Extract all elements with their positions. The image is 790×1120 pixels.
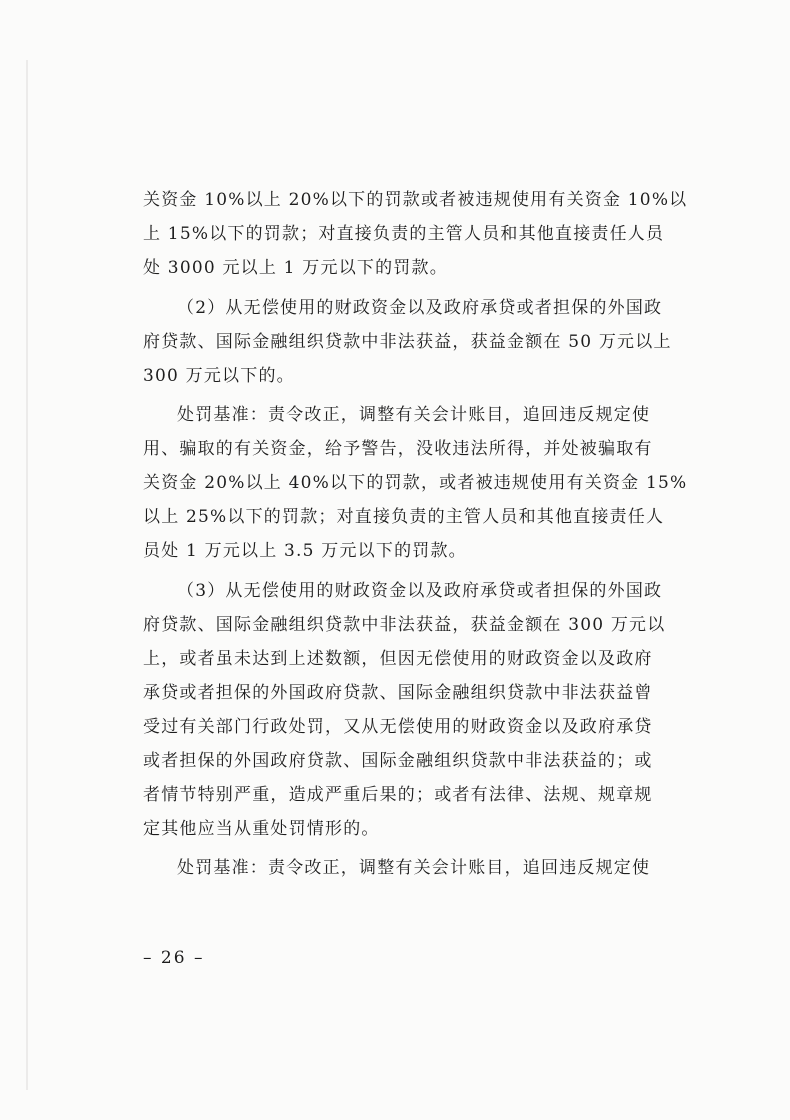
paragraph-1 bbox=[143, 183, 698, 285]
text-line: 用、骗取的有关资金，给予警告，没收违法所得，并处被骗取有 bbox=[143, 439, 653, 459]
text-line: 员处 1 万元以上 3.5 万元以下的罚款。 bbox=[143, 541, 467, 561]
text-line: 关资金 20%以上 40%以下的罚款，或者被违规使用有关资金 15% bbox=[143, 473, 688, 493]
text-line: 定其他应当从重处罚情形的。 bbox=[143, 818, 380, 839]
text-line: 受过有关部门行政处罚，又从无偿使用的财政资金以及政府承贷 bbox=[143, 716, 653, 737]
page-number: – 26 – bbox=[143, 948, 205, 968]
text-line: 处 3000 元以上 1 万元以下的罚款。 bbox=[143, 258, 448, 278]
text-line: 府贷款、国际金融组织贷款中非法获益，获益金额在 300 万元以 bbox=[143, 614, 666, 635]
text-line: （2）从无偿使用的财政资金以及政府承贷或者担保的外国政 bbox=[177, 297, 663, 318]
document-body bbox=[143, 183, 698, 885]
paragraph-3 bbox=[143, 398, 698, 568]
text-line: 处罚基准：责令改正，调整有关会计账目，追回违反规定使 bbox=[177, 405, 651, 425]
text-line: 上，或者虽未达到上述数额，但因无偿使用的财政资金以及政府 bbox=[143, 648, 653, 669]
paragraph-4 bbox=[143, 574, 698, 846]
text-line: 以上 25%以下的罚款；对直接负责的主管人员和其他直接责任人 bbox=[143, 507, 665, 527]
text-line: 处罚基准：责令改正，调整有关会计账目，追回违反规定使 bbox=[177, 858, 651, 878]
text-line: 300 万元以下的。 bbox=[143, 365, 295, 386]
text-line: 府贷款、国际金融组织贷款中非法获益，获益金额在 50 万元以上 bbox=[143, 331, 672, 352]
page-edge-divider bbox=[26, 60, 28, 1090]
paragraph-2 bbox=[143, 291, 698, 393]
text-line: 关资金 10%以上 20%以下的罚款或者被违规使用有关资金 10%以 bbox=[143, 190, 688, 210]
text-line: 或者担保的外国政府贷款、国际金融组织贷款中非法获益的；或 bbox=[143, 750, 653, 771]
text-line: 上 15%以下的罚款；对直接负责的主管人员和其他直接责任人员 bbox=[143, 224, 665, 244]
paragraph-5 bbox=[143, 851, 698, 885]
text-line: 承贷或者担保的外国政府贷款、国际金融组织贷款中非法获益曾 bbox=[143, 682, 653, 703]
text-line: （3）从无偿使用的财政资金以及政府承贷或者担保的外国政 bbox=[177, 580, 663, 601]
text-line: 者情节特别严重，造成严重后果的；或者有法律、法规、规章规 bbox=[143, 784, 653, 805]
